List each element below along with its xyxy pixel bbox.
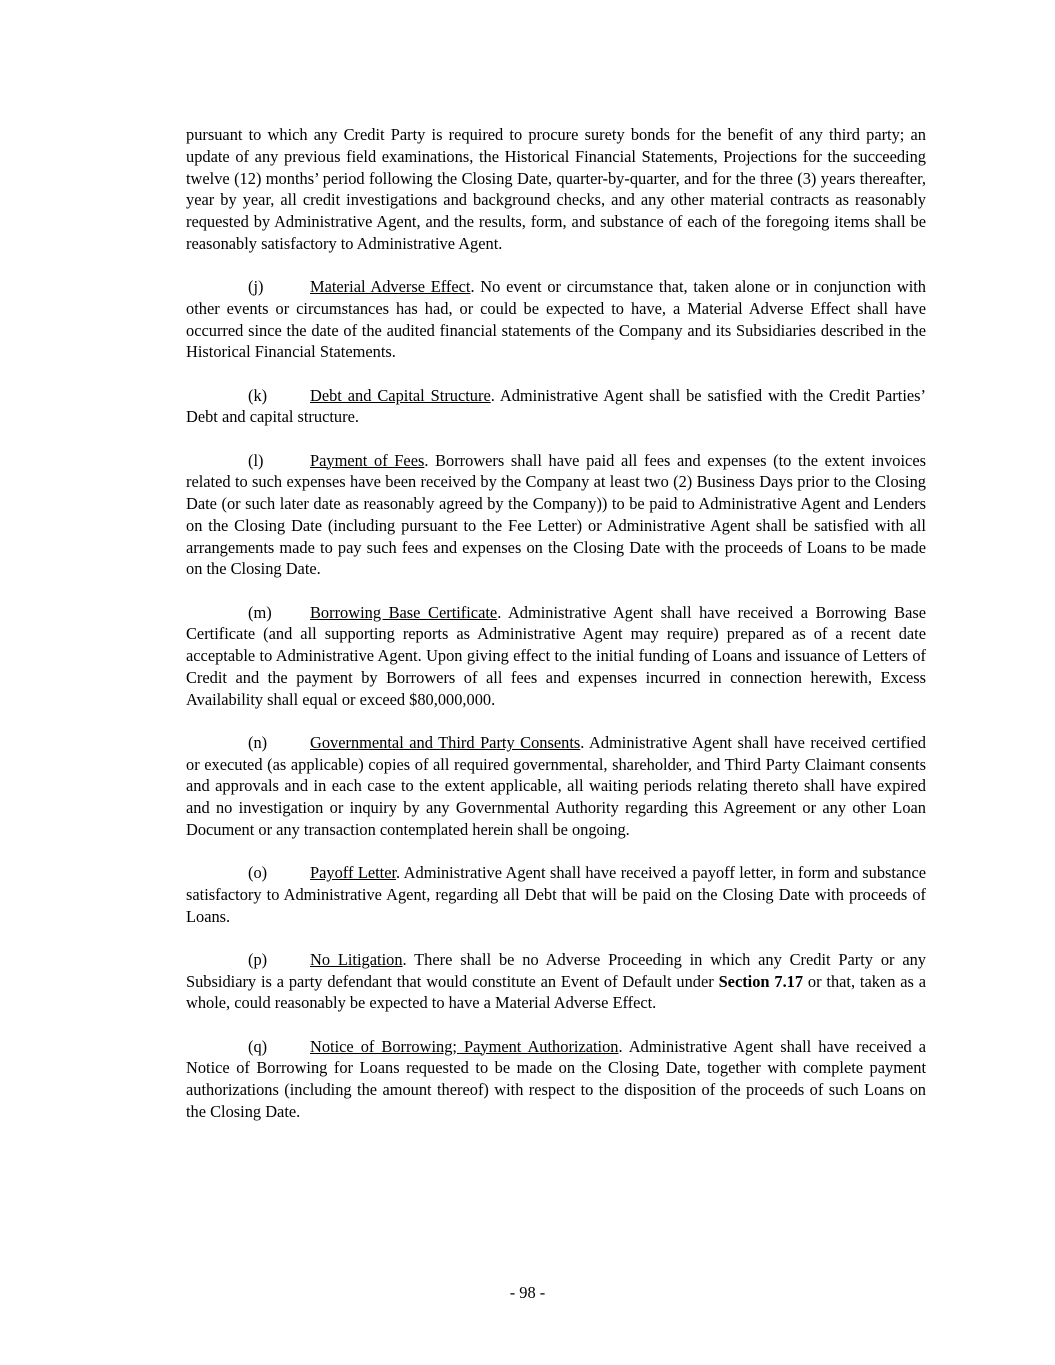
section-n-paragraph (186, 732, 926, 841)
section-heading: Governmental and Third Party Consents (310, 732, 581, 752)
section-m-paragraph (186, 602, 926, 711)
section-label: (j) (248, 277, 264, 296)
section-l-paragraph (186, 450, 926, 581)
section-k-paragraph (186, 385, 926, 429)
section-text: . Administrative Agent shall have received a payoff letter, in form and substance satisfactory to Administrative Agent, regarding all Debt that will be paid on the Closing Date with proceeds of Loans. (186, 863, 926, 926)
section-label: (n) (248, 732, 268, 752)
section-p-paragraph (186, 949, 926, 1014)
continuation-paragraph: pursuant to which any Credit Party is required to procure surety bonds for the benefit of any third party; an update of any previous field examinations, the Historical Financial Statements, Projections for the succeeding twelve (12) months’ period following the Closing Date, quarter-by-quarter, and for the three (3) years thereafter, year by year, all credit investigations and background checks, and any other material contracts as reasonably requested by Administrative Agent, and the results, form, and substance of each of the foregoing items shall be reasonably satisfactory to Administrative Agent. (186, 125, 926, 253)
section-heading: Material Adverse Effect (310, 277, 471, 296)
section-heading: Debt and Capital Structure (310, 385, 491, 405)
section-q-paragraph (186, 1036, 926, 1123)
section-heading: Payoff Letter (310, 863, 397, 882)
section-text-continued: or that, taken as a whole, could reasonably be expected to have a Material Adverse Effect. (186, 971, 926, 1013)
section-text: . Administrative Agent shall have received a Notice of Borrowing for Loans requested to be made on the Closing Date, together with complete payment authorizations (including the amount thereof) with respect to the disposition of the proceeds of such Loans on the Closing Date. (186, 1036, 926, 1121)
section-label: (k) (248, 385, 268, 405)
section-o-paragraph (186, 862, 926, 927)
page-number: - 98 - (509, 1283, 546, 1302)
section-reference: Section 7.17 (718, 971, 804, 991)
section-heading: Notice of Borrowing; Payment Authorization (310, 1036, 619, 1056)
section-text: . Administrative Agent shall have received certified or executed (as applicable) copies of all required governmental, shareholder, and Third Party Claimant consents and approvals and in each case to the extent applicable, all waiting periods relating thereto shall have expired and no investigation or inquiry by any Governmental Authority regarding this Agreement or any other Loan Document or any transaction contemplated herein shall be ongoing. (186, 732, 926, 839)
section-label: (m) (248, 602, 272, 622)
section-label: (l) (248, 450, 264, 470)
section-label: (o) (248, 863, 268, 882)
section-heading: Payment of Fees (310, 450, 425, 470)
section-text: . No event or circumstance that, taken alone or in conjunction with other events or circumstances has had, or could be expected to have, a Material Adverse Effect shall have occurred since the date of the audited financial statements of the Company and its Subsidiaries described in the Historical Financial Statements. (186, 277, 926, 362)
section-text: . Administrative Agent shall have received a Borrowing Base Certificate (and all supporting reports as Administrative Agent may require) prepared as of a recent date acceptable to Administrative Agent. Upon giving effect to the initial funding of Loans and issuance of Letters of Credit and the payment by Borrowers of all fees and expenses incurred in connection herewith, Excess Availability shall equal or exceed $80,000,000. (186, 602, 926, 709)
section-heading: No Litigation (310, 949, 403, 969)
section-j-paragraph (186, 276, 926, 363)
section-text: . There shall be no Adverse Proceeding in which any Credit Party or any Subsidiary is a party defendant that would constitute an Event of Default under (186, 949, 926, 991)
page-body (186, 124, 926, 1144)
section-label: (p) (248, 949, 268, 969)
section-text: . Borrowers shall have paid all fees and expenses (to the extent invoices related to such expenses have been received by the Company at least two (2) Business Days prior to the Closing Date (or such later date as reasonably agreed by the Company)) to be paid to Administrative Agent and Lenders on the Closing Date (including pursuant to the Fee Letter) or Administrative Agent shall be satisfied with all arrangements made to pay such fees and expenses on the Closing Date with the proceeds of Loans to be made on the Closing Date. (186, 450, 926, 579)
section-text: . Administrative Agent shall be satisfied with the Credit Parties’ Debt and capital structure. (186, 385, 926, 427)
section-label: (q) (248, 1036, 268, 1056)
section-heading: Borrowing Base Certificate (310, 602, 498, 622)
